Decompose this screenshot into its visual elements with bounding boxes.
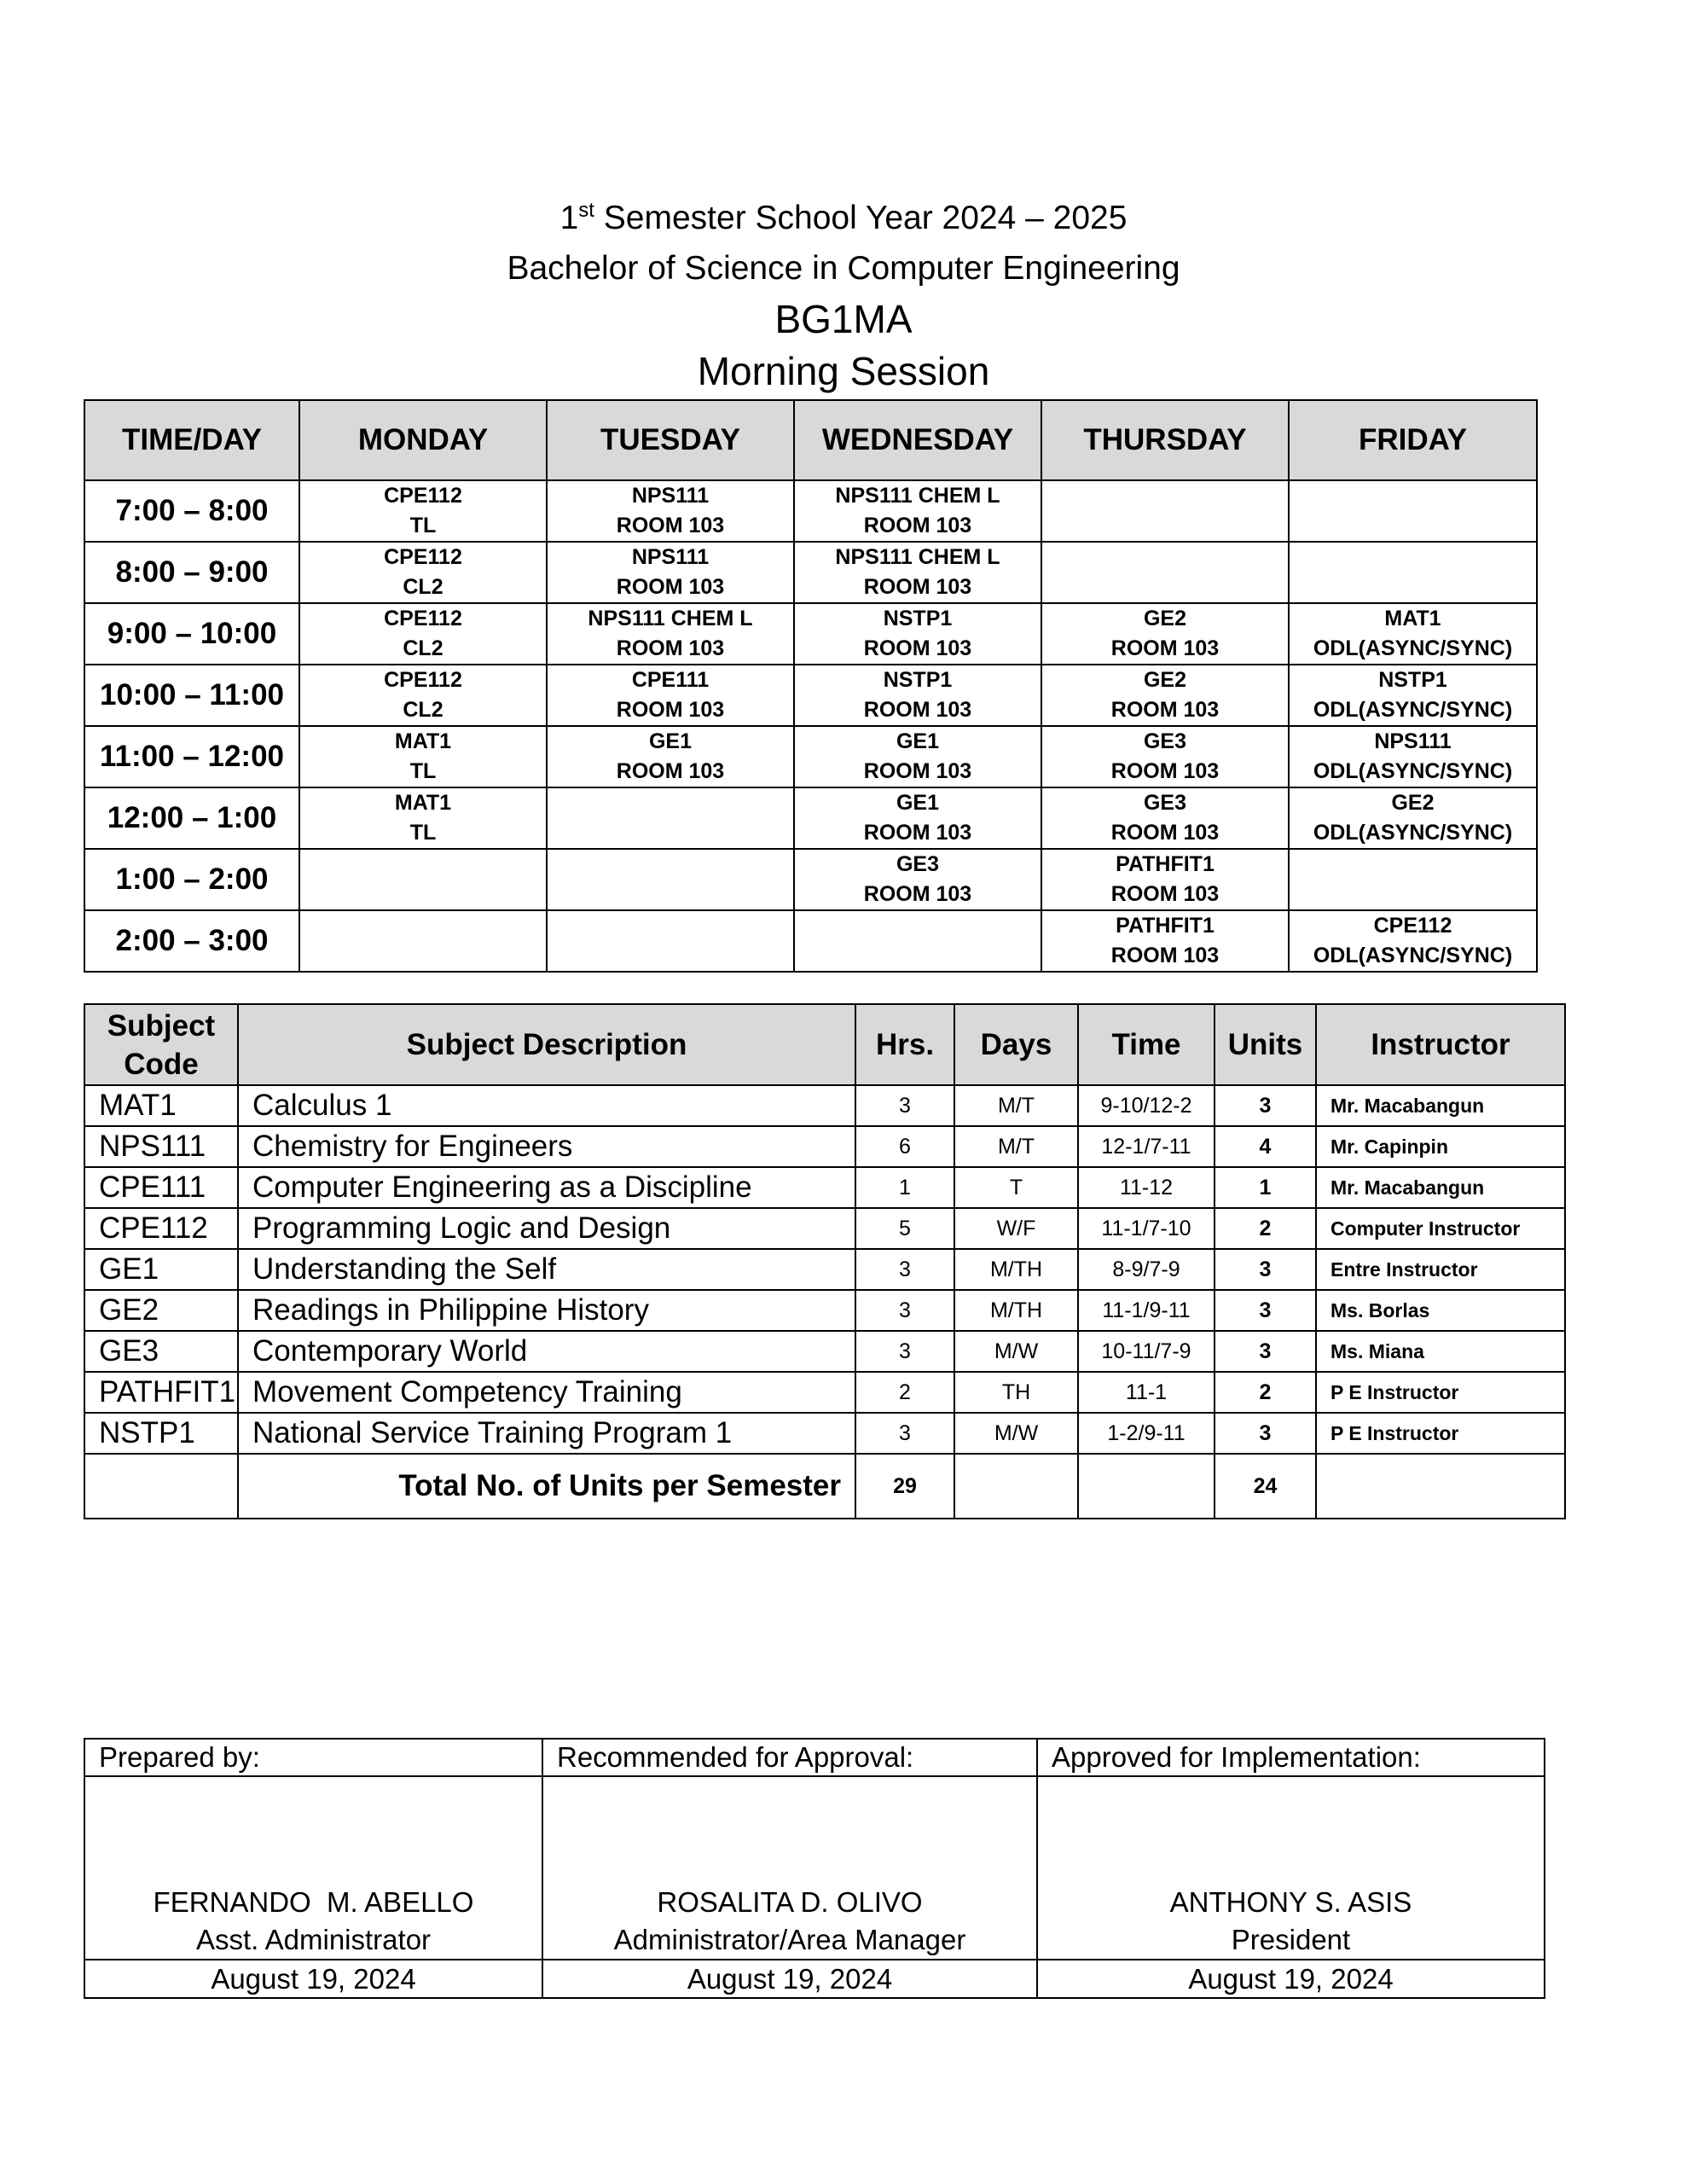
schedule-cell: [1289, 542, 1537, 603]
course-code: CPE112: [1373, 914, 1452, 938]
schedule-row: [84, 726, 1537, 787]
subject-units: 3: [1215, 1249, 1316, 1290]
subject-hrs: 3: [855, 1331, 954, 1372]
subject-code: CPE112: [84, 1208, 238, 1249]
room-location: ROOM 103: [863, 882, 972, 906]
total-empty-cell: [954, 1454, 1078, 1519]
room-location: TL: [409, 514, 437, 537]
subject-row: [84, 1085, 1565, 1126]
monday-header: MONDAY: [299, 400, 547, 480]
room-location: CL2: [403, 636, 443, 660]
subject-description: National Service Training Program 1: [238, 1413, 855, 1454]
subject-instructor: Ms. Borlas: [1316, 1290, 1565, 1331]
signature-date-row: [84, 1960, 1545, 1998]
schedule-cell: [794, 603, 1041, 665]
course-code: NPS111: [631, 484, 710, 508]
time-day-header: TIME/DAY: [84, 400, 299, 480]
room-location: ROOM 103: [1110, 636, 1220, 660]
subject-days: M/W: [954, 1331, 1078, 1372]
time-slot: 7:00 – 8:00: [84, 480, 299, 542]
schedule-cell: [1041, 665, 1289, 726]
hrs-header: Hrs.: [855, 1004, 954, 1085]
schedule-cell: [794, 910, 1041, 972]
subject-code: GE3: [84, 1331, 238, 1372]
subject-instructor: Mr. Capinpin: [1316, 1126, 1565, 1167]
time-slot: 12:00 – 1:00: [84, 787, 299, 849]
tuesday-header: TUESDAY: [547, 400, 794, 480]
schedule-cell: [547, 726, 794, 787]
schedule-table: [84, 399, 1538, 973]
subject-hrs: 3: [855, 1413, 954, 1454]
schedule-header-row: [84, 400, 1537, 480]
schedule-cell: [299, 849, 547, 910]
signature-table: [84, 1738, 1545, 1999]
subject-row: [84, 1167, 1565, 1208]
schedule-row: [84, 542, 1537, 603]
schedule-cell: [794, 726, 1041, 787]
semester-title: [0, 201, 1687, 235]
course-code: GE1: [896, 791, 940, 815]
course-code: CPE112: [384, 607, 462, 630]
prepared-by-heading: Prepared by:: [84, 1739, 542, 1776]
course-code: PATHFIT1: [1116, 914, 1215, 938]
subject-code: NSTP1: [84, 1413, 238, 1454]
course-code: CPE112: [384, 545, 462, 569]
schedule-cell: [299, 603, 547, 665]
semester-year: Semester School Year 2024 – 2025: [594, 200, 1128, 236]
subject-row: [84, 1372, 1565, 1413]
recommended-signature: [542, 1776, 1037, 1960]
subject-units: 3: [1215, 1331, 1316, 1372]
room-location: ROOM 103: [863, 636, 972, 660]
subject-days: M/T: [954, 1085, 1078, 1126]
subject-instructor: Computer Instructor: [1316, 1208, 1565, 1249]
subject-instructor: P E Instructor: [1316, 1413, 1565, 1454]
course-code: CPE111: [631, 668, 710, 692]
schedule-cell: [547, 603, 794, 665]
schedule-row: [84, 480, 1537, 542]
subject-time: 11-1/7-10: [1078, 1208, 1215, 1249]
course-code: NPS111: [631, 545, 710, 569]
schedule-row: [84, 910, 1537, 972]
subject-units: 3: [1215, 1290, 1316, 1331]
course-code: NPS111 CHEM L: [835, 545, 1000, 569]
schedule-cell: [1289, 665, 1537, 726]
schedule-cell: [794, 849, 1041, 910]
subject-description: Contemporary World: [238, 1331, 855, 1372]
schedule-cell: [1041, 849, 1289, 910]
approved-signature: [1037, 1776, 1545, 1960]
course-code: GE2: [1143, 607, 1187, 630]
subject-description: Readings in Philippine History: [238, 1290, 855, 1331]
subject-units: 1: [1215, 1167, 1316, 1208]
subject-instructor: Entre Instructor: [1316, 1249, 1565, 1290]
subject-row: [84, 1290, 1565, 1331]
schedule-cell: [794, 787, 1041, 849]
subject-hrs: 2: [855, 1372, 954, 1413]
course-code: GE3: [1143, 729, 1187, 753]
semester-ordinal-suffix: st: [578, 199, 594, 222]
schedule-cell: [547, 910, 794, 972]
days-header: Days: [954, 1004, 1078, 1085]
subject-instructor: Mr. Macabangun: [1316, 1167, 1565, 1208]
subject-description: Movement Competency Training: [238, 1372, 855, 1413]
approved-date: August 19, 2024: [1037, 1960, 1545, 1998]
recommended-date: August 19, 2024: [542, 1960, 1037, 1998]
subjects-table: [84, 1003, 1566, 1519]
schedule-cell: [1041, 542, 1289, 603]
schedule-cell: [1289, 910, 1537, 972]
subject-row: [84, 1126, 1565, 1167]
signatory-title: President: [1231, 1924, 1351, 1955]
subject-hrs: 1: [855, 1167, 954, 1208]
subject-units: 3: [1215, 1085, 1316, 1126]
signatory-name: FERNANDO M. ABELLO: [153, 1886, 474, 1918]
total-label: Total No. of Units per Semester: [238, 1454, 855, 1519]
subject-hrs: 3: [855, 1290, 954, 1331]
room-location: ROOM 103: [863, 575, 972, 599]
course-code: NPS111 CHEM L: [588, 607, 753, 630]
total-empty-cell: [84, 1454, 238, 1519]
subject-row: [84, 1208, 1565, 1249]
schedule-row: [84, 787, 1537, 849]
room-location: ROOM 103: [616, 636, 725, 660]
subject-row: [84, 1249, 1565, 1290]
room-location: ODL(ASYNC/SYNC): [1313, 821, 1513, 845]
signatory-title: Administrator/Area Manager: [613, 1924, 966, 1955]
subject-units: 2: [1215, 1372, 1316, 1413]
total-units: 24: [1215, 1454, 1316, 1519]
schedule-cell: [547, 787, 794, 849]
signatory-name: ROSALITA D. OLIVO: [657, 1886, 923, 1918]
room-location: ODL(ASYNC/SYNC): [1313, 636, 1513, 660]
program-title: Bachelor of Science in Computer Engineering: [507, 250, 1180, 287]
course-code: MAT1: [1384, 607, 1441, 630]
subject-days: M/T: [954, 1126, 1078, 1167]
room-location: ODL(ASYNC/SYNC): [1313, 944, 1513, 967]
schedule-cell: [794, 480, 1041, 542]
subject-time: 10-11/7-9: [1078, 1331, 1215, 1372]
section-title: BG1MA: [774, 297, 913, 341]
subject-code: GE2: [84, 1290, 238, 1331]
schedule-cell: [794, 542, 1041, 603]
units-header: Units: [1215, 1004, 1316, 1085]
semester-ordinal: 1: [559, 200, 579, 236]
subject-description: Calculus 1: [238, 1085, 855, 1126]
subject-time: 1-2/9-11: [1078, 1413, 1215, 1454]
subject-hrs: 3: [855, 1249, 954, 1290]
schedule-cell: [1041, 480, 1289, 542]
room-location: ROOM 103: [1110, 698, 1220, 722]
subject-description: Understanding the Self: [238, 1249, 855, 1290]
course-code: GE1: [896, 729, 940, 753]
course-code: GE1: [648, 729, 693, 753]
subject-instructor: Mr. Macabangun: [1316, 1085, 1565, 1126]
room-location: TL: [409, 759, 437, 783]
subject-code: MAT1: [84, 1085, 238, 1126]
total-hrs: 29: [855, 1454, 954, 1519]
instructor-header: Instructor: [1316, 1004, 1565, 1085]
total-row: [84, 1454, 1565, 1519]
course-code: GE3: [896, 852, 940, 876]
room-location: ROOM 103: [1110, 759, 1220, 783]
course-code: PATHFIT1: [1116, 852, 1215, 876]
schedule-row: [84, 849, 1537, 910]
wednesday-header: WEDNESDAY: [794, 400, 1041, 480]
schedule-row: [84, 665, 1537, 726]
course-code: NSTP1: [1378, 668, 1447, 692]
subject-days: M/TH: [954, 1290, 1078, 1331]
subject-days: M/W: [954, 1413, 1078, 1454]
schedule-cell: [299, 480, 547, 542]
schedule-cell: [1041, 726, 1289, 787]
course-code: GE3: [1143, 791, 1187, 815]
room-location: CL2: [403, 698, 443, 722]
total-empty-cell: [1078, 1454, 1215, 1519]
schedule-cell: [1289, 480, 1537, 542]
schedule-cell: [1289, 787, 1537, 849]
room-location: ODL(ASYNC/SYNC): [1313, 759, 1513, 783]
room-location: ROOM 103: [1110, 821, 1220, 845]
schedule-cell: [1041, 910, 1289, 972]
subject-hrs: 6: [855, 1126, 954, 1167]
recommended-heading: Recommended for Approval:: [542, 1739, 1037, 1776]
subject-code: CPE111: [84, 1167, 238, 1208]
schedule-cell: [299, 726, 547, 787]
approved-heading: Approved for Implementation:: [1037, 1739, 1545, 1776]
time-slot: 9:00 – 10:00: [84, 603, 299, 665]
signature-body-row: [84, 1776, 1545, 1960]
course-code: NSTP1: [883, 607, 953, 630]
thursday-header: THURSDAY: [1041, 400, 1289, 480]
time-slot: 11:00 – 12:00: [84, 726, 299, 787]
subject-instructor: Ms. Miana: [1316, 1331, 1565, 1372]
subject-time: 11-12: [1078, 1167, 1215, 1208]
schedule-cell: [1289, 849, 1537, 910]
room-location: ROOM 103: [1110, 882, 1220, 906]
subject-time: 9-10/12-2: [1078, 1085, 1215, 1126]
schedule-cell: [547, 542, 794, 603]
subject-instructor: P E Instructor: [1316, 1372, 1565, 1413]
subject-units: 2: [1215, 1208, 1316, 1249]
subject-time: 8-9/7-9: [1078, 1249, 1215, 1290]
schedule-cell: [1289, 603, 1537, 665]
room-location: ROOM 103: [863, 821, 972, 845]
subject-code-header: Subject Code: [84, 1004, 238, 1085]
schedule-cell: [1041, 787, 1289, 849]
room-location: ROOM 103: [863, 759, 972, 783]
room-location: ROOM 103: [863, 698, 972, 722]
time-slot: 2:00 – 3:00: [84, 910, 299, 972]
schedule-cell: [299, 787, 547, 849]
subject-days: T: [954, 1167, 1078, 1208]
session-title: Morning Session: [697, 349, 990, 393]
schedule-row: [84, 603, 1537, 665]
room-location: ROOM 103: [616, 514, 725, 537]
signature-heading-row: [84, 1739, 1545, 1776]
friday-header: FRIDAY: [1289, 400, 1537, 480]
room-location: ROOM 103: [616, 698, 725, 722]
course-code: MAT1: [394, 729, 452, 753]
time-slot: 1:00 – 2:00: [84, 849, 299, 910]
course-code: CPE112: [384, 484, 462, 508]
schedule-cell: [794, 665, 1041, 726]
room-location: CL2: [403, 575, 443, 599]
subject-hrs: 3: [855, 1085, 954, 1126]
schedule-cell: [547, 665, 794, 726]
course-code: NPS111 CHEM L: [835, 484, 1000, 508]
signatory-name: ANTHONY S. ASIS: [1169, 1886, 1412, 1918]
subject-units: 3: [1215, 1413, 1316, 1454]
subject-hrs: 5: [855, 1208, 954, 1249]
schedule-cell: [299, 542, 547, 603]
room-location: ROOM 103: [616, 575, 725, 599]
subject-code: PATHFIT1: [84, 1372, 238, 1413]
subject-description: Chemistry for Engineers: [238, 1126, 855, 1167]
subject-time: 11-1/9-11: [1078, 1290, 1215, 1331]
subject-units: 4: [1215, 1126, 1316, 1167]
room-location: TL: [409, 821, 437, 845]
subject-days: TH: [954, 1372, 1078, 1413]
subject-time: 12-1/7-11: [1078, 1126, 1215, 1167]
room-location: ODL(ASYNC/SYNC): [1313, 698, 1513, 722]
course-code: NPS111: [1374, 729, 1452, 753]
subject-code: GE1: [84, 1249, 238, 1290]
time-slot: 10:00 – 11:00: [84, 665, 299, 726]
time-slot: 8:00 – 9:00: [84, 542, 299, 603]
course-code: GE2: [1391, 791, 1435, 815]
subject-days: M/TH: [954, 1249, 1078, 1290]
schedule-cell: [1289, 726, 1537, 787]
subjects-header-row: [84, 1004, 1565, 1085]
room-location: ROOM 103: [863, 514, 972, 537]
subject-time: 11-1: [1078, 1372, 1215, 1413]
course-code: CPE112: [384, 668, 462, 692]
subject-row: [84, 1331, 1565, 1372]
subject-description: Computer Engineering as a Discipline: [238, 1167, 855, 1208]
course-code: NSTP1: [883, 668, 953, 692]
room-location: ROOM 103: [616, 759, 725, 783]
schedule-cell: [299, 665, 547, 726]
schedule-cell: [547, 849, 794, 910]
total-empty-cell: [1316, 1454, 1565, 1519]
prepared-by-signature: [84, 1776, 542, 1960]
prepared-date: August 19, 2024: [84, 1960, 542, 1998]
course-code: MAT1: [394, 791, 452, 815]
subject-row: [84, 1413, 1565, 1454]
signatory-title: Asst. Administrator: [195, 1924, 432, 1955]
subject-description: Programming Logic and Design: [238, 1208, 855, 1249]
subject-days: W/F: [954, 1208, 1078, 1249]
course-code: GE2: [1143, 668, 1187, 692]
schedule-cell: [1041, 603, 1289, 665]
subject-code: NPS111: [84, 1126, 238, 1167]
room-location: ROOM 103: [1110, 944, 1220, 967]
schedule-cell: [299, 910, 547, 972]
subject-description-header: Subject Description: [238, 1004, 855, 1085]
schedule-cell: [547, 480, 794, 542]
time-header: Time: [1078, 1004, 1215, 1085]
